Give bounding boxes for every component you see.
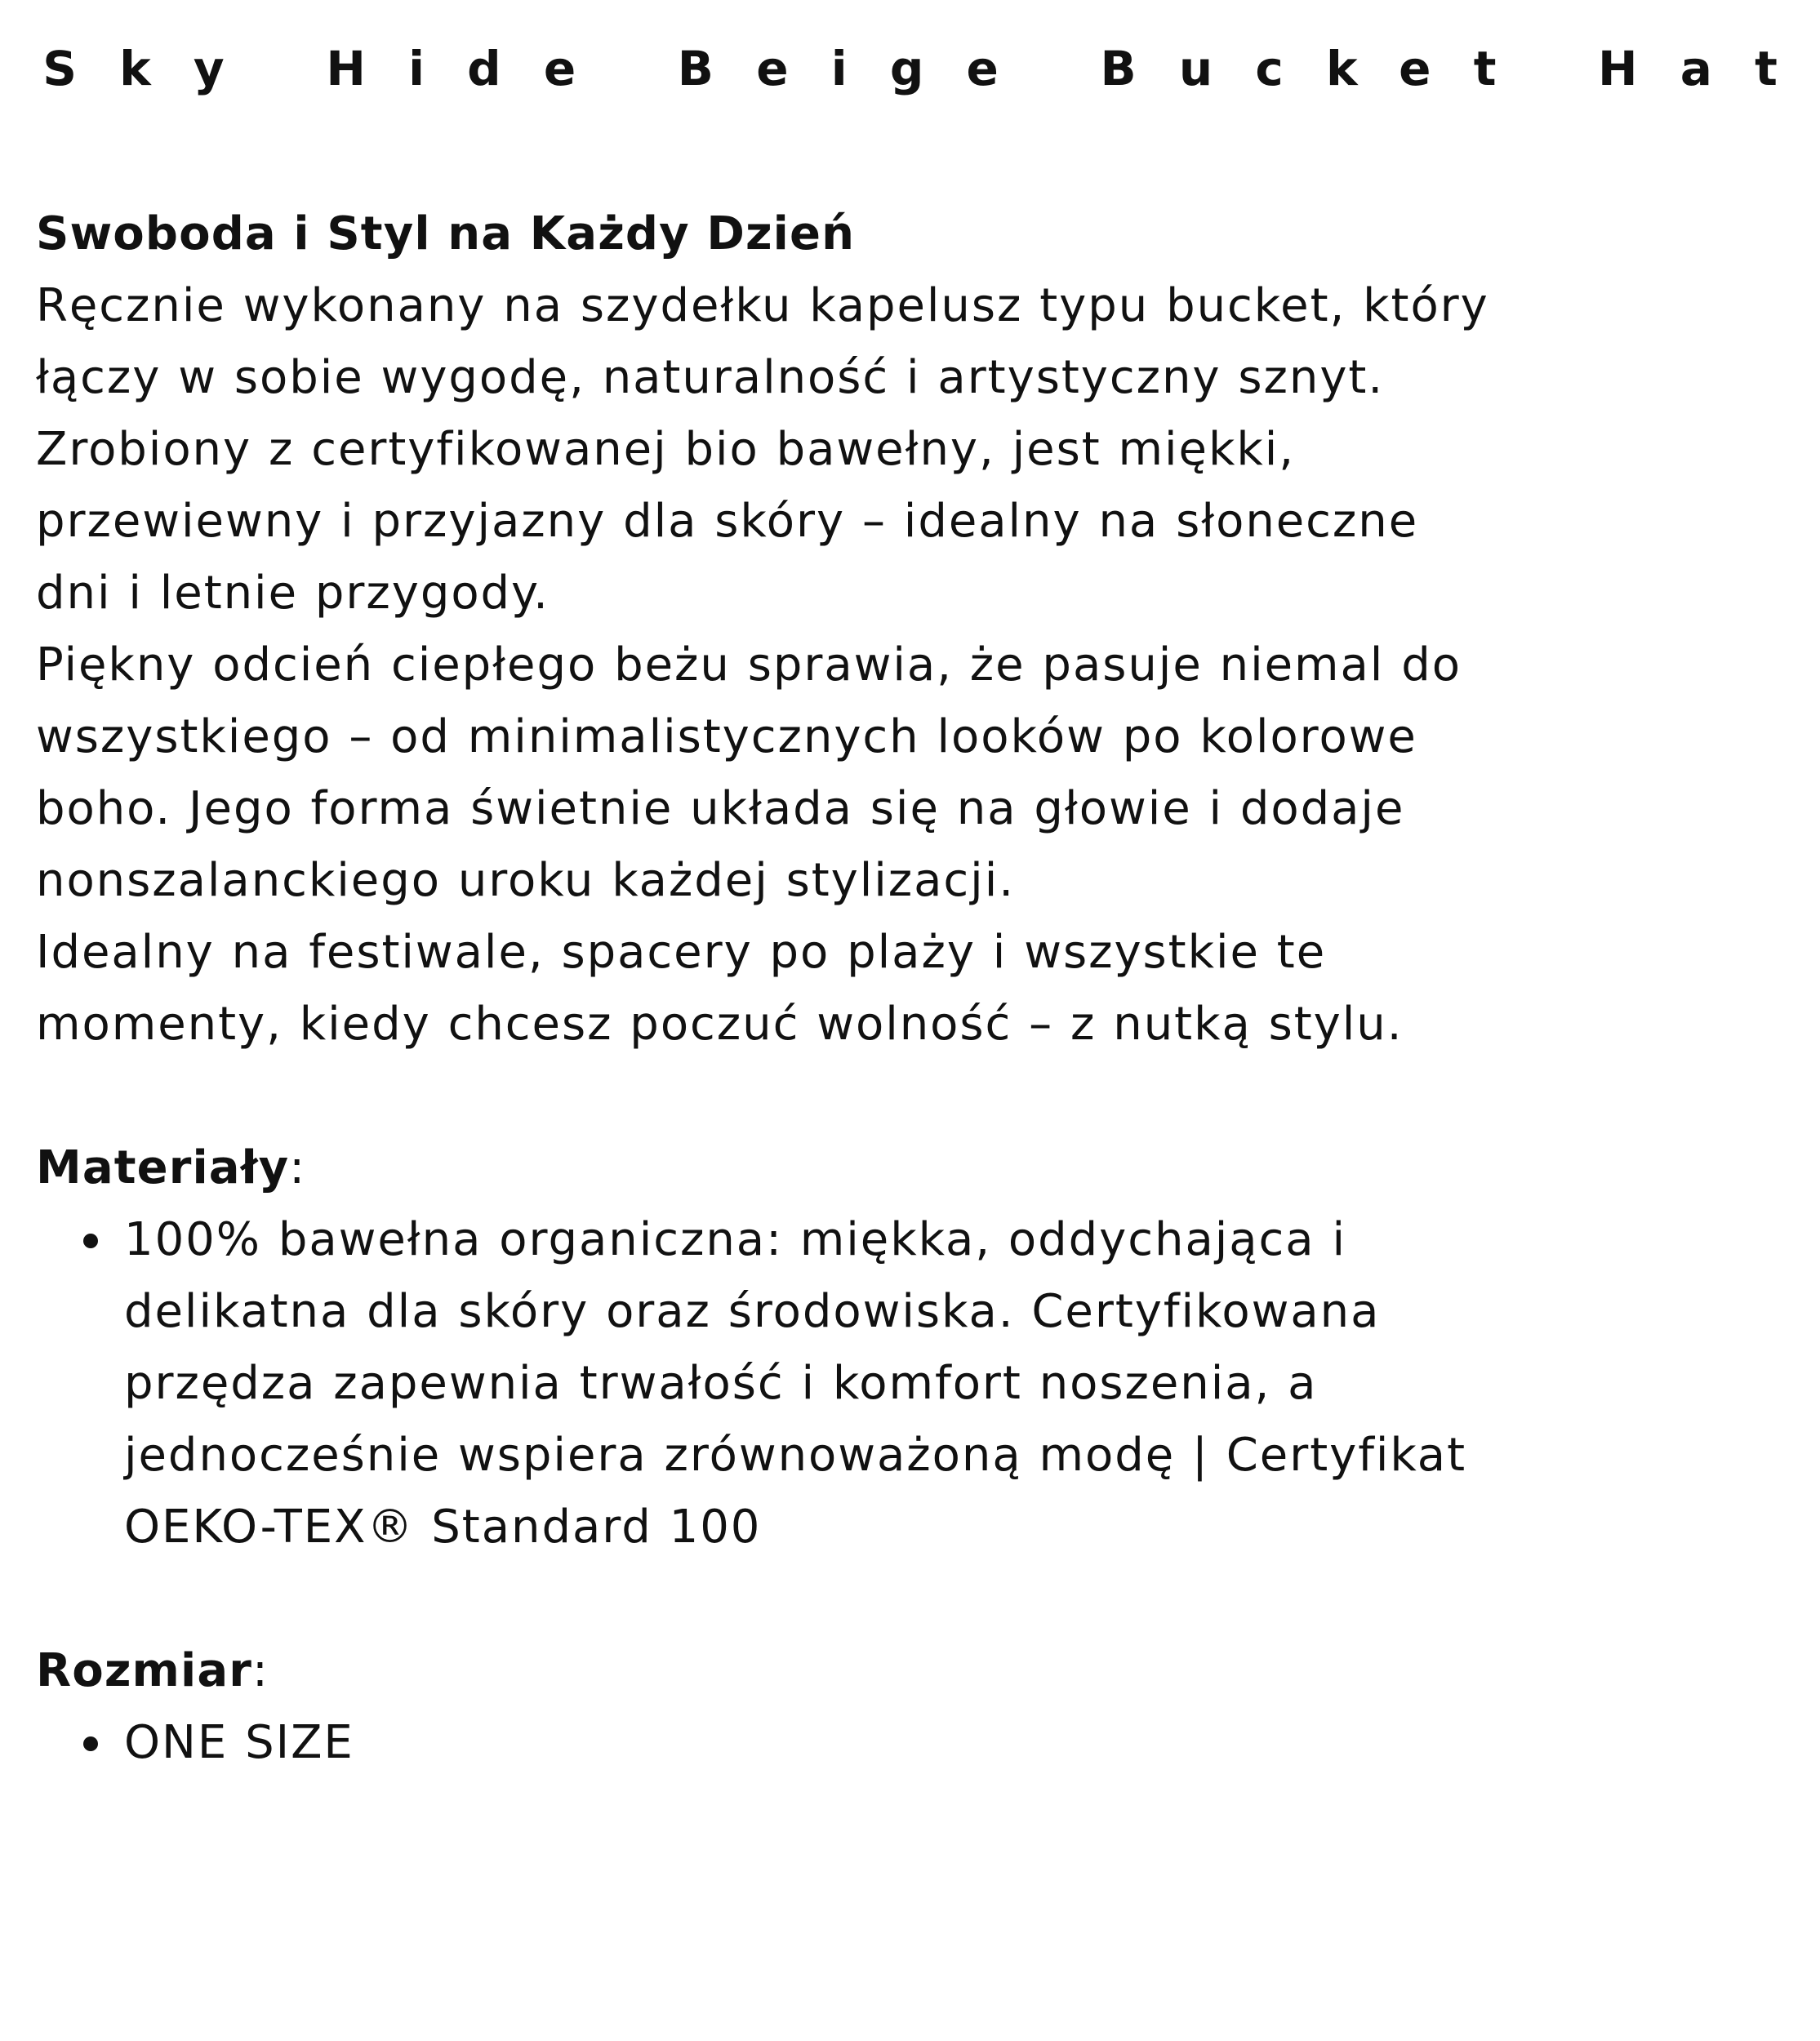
materials-label-colon: : <box>289 1141 306 1194</box>
intro-line: momenty, kiedy chcesz poczuć wolność – z nutką stylu. <box>36 998 1404 1051</box>
intro-line: Idealny na festiwale, spacery po plaży i wszystkie te <box>36 926 1327 979</box>
bullet-icon <box>83 1234 98 1248</box>
list-item-line: delikatna dla skóry oraz środowiska. Certyfikowana <box>124 1285 1381 1338</box>
list-item-line: przędza zapewnia trwałość i komfort noszenia, a <box>124 1357 1318 1410</box>
intro-line: Zrobiony z certyfikowanej bio bawełny, jest miękki, <box>36 423 1296 476</box>
list-item-line: jednocześnie wspiera zrównoważoną modę | Certyfikat <box>124 1429 1467 1482</box>
size-section <box>36 1635 1612 1779</box>
intro-heading: Swoboda i Styl na Każdy Dzień <box>36 207 856 260</box>
bullet-icon <box>83 1736 98 1751</box>
materials-section <box>36 1132 1612 1563</box>
list-item-line: 100% bawełna organiczna: miękka, oddychająca i <box>124 1213 1346 1266</box>
intro-line: łączy w sobie wygodę, naturalność i artystyczny sznyt. <box>36 351 1385 404</box>
materials-list <box>36 1204 1612 1563</box>
list-item <box>124 1204 1612 1563</box>
product-title: Sky Hide Beige Bucket Hat <box>42 41 1820 96</box>
intro-paragraph <box>36 270 1612 1061</box>
materials-label <box>36 1132 1612 1204</box>
intro-line: Piękny odcień ciepłego beżu sprawia, że pasuje niemal do <box>36 638 1462 691</box>
size-label <box>36 1635 1612 1707</box>
list-item <box>124 1707 1612 1779</box>
intro-line: boho. Jego forma świetnie układa się na głowie i dodaje <box>36 782 1405 835</box>
intro-line: przewiewny i przyjazny dla skóry – idealny na słoneczne <box>36 495 1419 548</box>
size-label-colon: : <box>251 1644 269 1697</box>
size-label-text: Rozmiar <box>36 1644 252 1697</box>
materials-label-text: Materiały <box>36 1141 290 1194</box>
size-list <box>36 1707 1612 1779</box>
description-content <box>36 198 1612 1779</box>
intro-line: dni i letnie przygody. <box>36 567 550 620</box>
list-item-line: ONE SIZE <box>124 1716 354 1769</box>
intro-line: Ręcznie wykonany na szydełku kapelusz typu bucket, który <box>36 279 1489 332</box>
list-item-line: OEKO-TEX® Standard 100 <box>124 1501 762 1554</box>
intro-line: nonszalanckiego uroku każdej stylizacji. <box>36 854 1015 907</box>
intro-line: wszystkiego – od minimalistycznych looków po kolorowe <box>36 710 1417 763</box>
